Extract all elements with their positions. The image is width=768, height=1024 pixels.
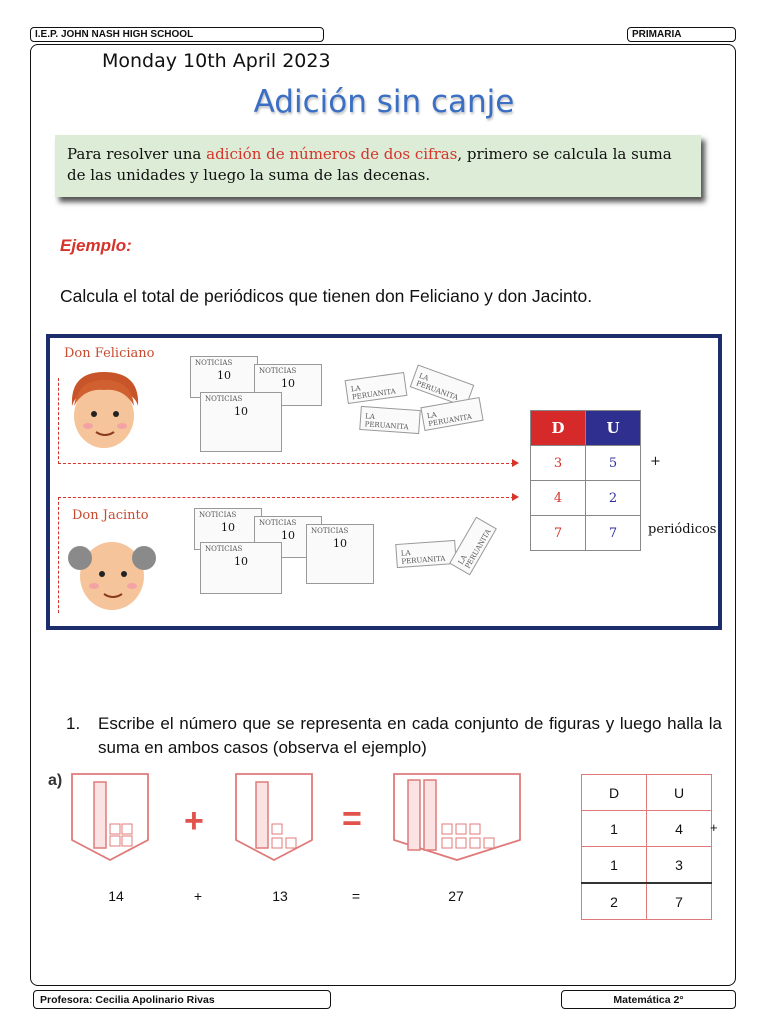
cell-u: 4 — [647, 811, 712, 847]
level-box — [627, 27, 736, 42]
example-problem: Calcula el total de periódicos que tienen don Feliciano y don Jacinto. — [60, 286, 593, 306]
exercise-table-plus: + — [710, 820, 718, 835]
bundle-label: NOTICIAS — [259, 367, 297, 375]
bundle-value: 10 — [333, 537, 347, 550]
loose-label: LA PERUANITA — [364, 412, 409, 432]
example-heading: Ejemplo: — [60, 236, 132, 255]
cell-d: 1 — [582, 847, 647, 884]
bundle-label: NOTICIAS — [195, 359, 233, 367]
cell-u: 5 — [586, 446, 641, 481]
loose-label: LA PERUANITA — [400, 549, 446, 566]
cell-u: 7 — [586, 516, 641, 551]
bundle-value: 10 — [281, 529, 295, 542]
school-name: I.E.P. JOHN NASH HIGH SCHOOL — [35, 29, 194, 40]
person-label-jacinto: Don Jacinto — [72, 508, 149, 523]
cell-d: 4 — [531, 481, 586, 516]
loose-newspaper — [359, 406, 421, 434]
level-label: PRIMARIA — [632, 29, 682, 40]
value-second: 13 — [272, 888, 288, 904]
loose-newspaper — [395, 540, 457, 568]
loose-label: LA PERUANITA — [426, 410, 473, 429]
loose-label: LA PERUANITA — [415, 371, 460, 402]
bundle-value: 10 — [217, 369, 231, 382]
item-label: a) — [48, 772, 63, 789]
plus-sign: + — [184, 802, 204, 840]
rule-box — [55, 135, 701, 197]
arrow-line — [58, 497, 514, 498]
loose-label: LA PERUANITA — [350, 384, 397, 402]
bundle-label: NOTICIAS — [199, 511, 237, 519]
arrow-line — [58, 497, 59, 613]
arrow-head-icon — [512, 459, 519, 467]
news-bundle — [200, 392, 282, 452]
exercise-du-table — [581, 774, 712, 920]
feliciano-face-icon — [64, 366, 144, 456]
example-result-unit: periódicos — [648, 522, 717, 537]
date: Monday 10th April 2023 — [102, 50, 331, 72]
exercise-number: 1. — [66, 714, 81, 733]
sum-equals: = — [351, 888, 361, 904]
arrow-line — [58, 378, 59, 464]
news-bundle — [200, 542, 282, 594]
sum-plus: + — [193, 888, 203, 904]
bundle-label: NOTICIAS — [259, 519, 297, 527]
cell-d: 7 — [531, 516, 586, 551]
jacinto-face-icon — [66, 528, 158, 614]
shield-figure-27 — [392, 772, 522, 864]
bundle-value: 10 — [221, 521, 235, 534]
arrow-head-icon — [512, 493, 519, 501]
page-title: Adición sin canje — [253, 84, 515, 120]
rule-text-2: , primero se calcula la suma de las unidades y luego la suma de las decenas. — [67, 145, 672, 184]
loose-newspaper — [449, 517, 497, 576]
arrow-line — [58, 463, 514, 464]
example-plus: + — [650, 454, 661, 469]
news-bundle — [306, 524, 374, 584]
bundle-label: NOTICIAS — [205, 395, 243, 403]
bundle-value: 10 — [234, 555, 248, 568]
shield-figure-13 — [234, 772, 314, 864]
value-result: 27 — [448, 888, 464, 904]
equals-sign: = — [342, 800, 362, 838]
bundle-value: 10 — [281, 377, 295, 390]
header-u: U — [586, 411, 641, 446]
rule-highlight: adición de números de dos cifras — [206, 145, 458, 163]
exercise-1 — [66, 712, 722, 760]
example-illustration — [46, 334, 722, 630]
header-d: D — [582, 775, 647, 811]
rule-text-1: Para resolver una — [67, 145, 207, 163]
shield-figure-14 — [70, 772, 150, 864]
bundle-label: NOTICIAS — [205, 545, 243, 553]
header-d: D — [531, 411, 586, 446]
cell-u: 3 — [647, 847, 712, 884]
bundle-label: NOTICIAS — [311, 527, 349, 535]
exercise-text: Escribe el número que se representa en cada conjunto de figuras y luego halla la suma en ambos casos (observa el ejemplo) — [98, 714, 722, 757]
loose-label: LA PERUANITA — [456, 527, 493, 571]
person-label-feliciano: Don Feliciano — [64, 346, 155, 361]
example-du-table — [530, 410, 641, 551]
cell-d: 1 — [582, 811, 647, 847]
teacher-box — [33, 990, 331, 1009]
cell-u: 2 — [586, 481, 641, 516]
school-name-box — [30, 27, 324, 42]
cell-d: 3 — [531, 446, 586, 481]
bundle-value: 10 — [234, 405, 248, 418]
loose-newspaper — [420, 397, 483, 431]
cell-u: 7 — [647, 883, 712, 920]
loose-newspaper — [345, 372, 408, 404]
header-u: U — [647, 775, 712, 811]
subject-name: Matemática 2° — [613, 994, 684, 1006]
subject-box — [561, 990, 736, 1009]
value-first: 14 — [108, 888, 124, 904]
teacher-name: Profesora: Cecilia Apolinario Rivas — [40, 994, 215, 1006]
cell-d: 2 — [582, 883, 647, 920]
